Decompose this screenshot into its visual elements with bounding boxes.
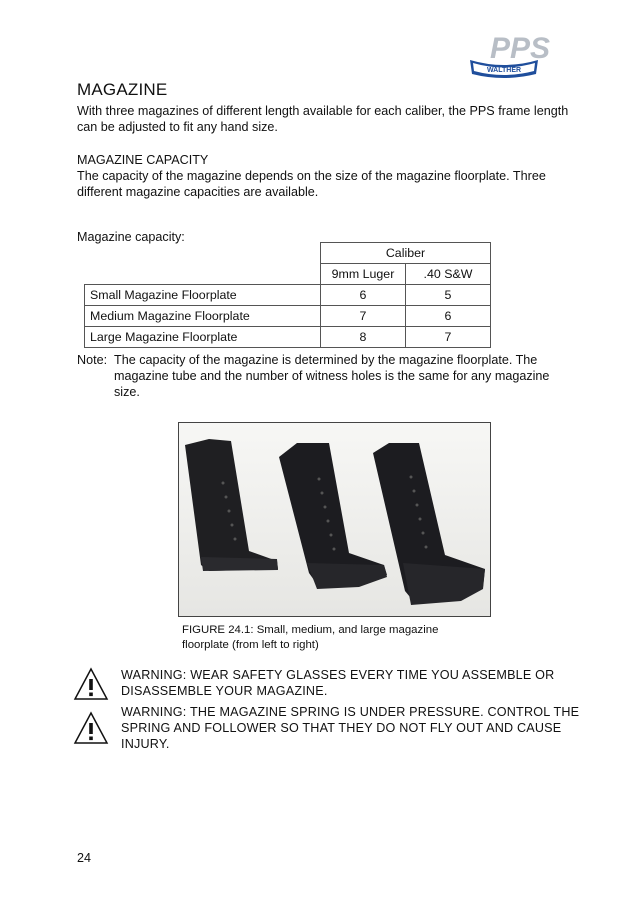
walther-pps-logo	[468, 34, 568, 80]
warning-block	[73, 704, 580, 754]
row-label: Large Magazine Floorplate	[85, 327, 321, 348]
warning-block	[73, 667, 573, 703]
column-header: .40 S&W	[406, 264, 491, 285]
warning-triangle-icon	[73, 710, 109, 746]
intro-paragraph: With three magazines of different length available for each caliber, the PPS frame length can be adjusted to fit any hand size.	[77, 104, 569, 134]
table-cell: 7	[321, 306, 406, 327]
row-label: Small Magazine Floorplate	[85, 285, 321, 306]
table-cell: 6	[321, 285, 406, 306]
caliber-header: Caliber	[321, 243, 491, 264]
warning-triangle-icon	[73, 667, 109, 701]
logo-pps-text: PPS	[490, 34, 551, 65]
capacity-table	[84, 242, 491, 348]
row-label: Medium Magazine Floorplate	[85, 306, 321, 327]
capacity-heading: MAGAZINE CAPACITY	[77, 153, 209, 167]
table-cell: 8	[321, 327, 406, 348]
table-cell: 5	[406, 285, 491, 306]
table-cell: 6	[406, 306, 491, 327]
column-header: 9mm Luger	[321, 264, 406, 285]
table-row	[85, 327, 491, 348]
table-row	[85, 285, 491, 306]
note-text: The capacity of the magazine is determined by the magazine floorplate. The magazine tube and the number of witness holes is the same for any magazine size.	[114, 353, 550, 399]
magazine-figure-image	[178, 422, 491, 617]
note-label: Note:	[77, 353, 108, 367]
table-subheader-row	[85, 264, 491, 285]
warning-text: WARNING: THE MAGAZINE SPRING IS UNDER PRESSURE. CONTROL THE SPRING AND FOLLOWER SO THAT THEY DO NOT FLY OUT AND CAUSE INJURY.	[121, 705, 580, 751]
page-number: 24	[77, 851, 92, 865]
section-title: MAGAZINE	[77, 80, 168, 99]
figure-caption: FIGURE 24.1: Small, medium, and large magazine floorplate (from left to right)	[182, 624, 439, 651]
table-row	[85, 306, 491, 327]
table-header-row	[85, 243, 491, 264]
table-cell: 7	[406, 327, 491, 348]
warning-text: WARNING: WEAR SAFETY GLASSES EVERY TIME YOU ASSEMBLE OR DISASSEMBLE YOUR MAGAZINE.	[121, 668, 555, 698]
logo-brand-text: WALTHER	[486, 67, 522, 74]
capacity-paragraph: The capacity of the magazine depends on the size of the magazine floorplate. Three different magazine capacities are available.	[77, 169, 546, 199]
capacity-table-label: Magazine capacity:	[77, 230, 185, 244]
